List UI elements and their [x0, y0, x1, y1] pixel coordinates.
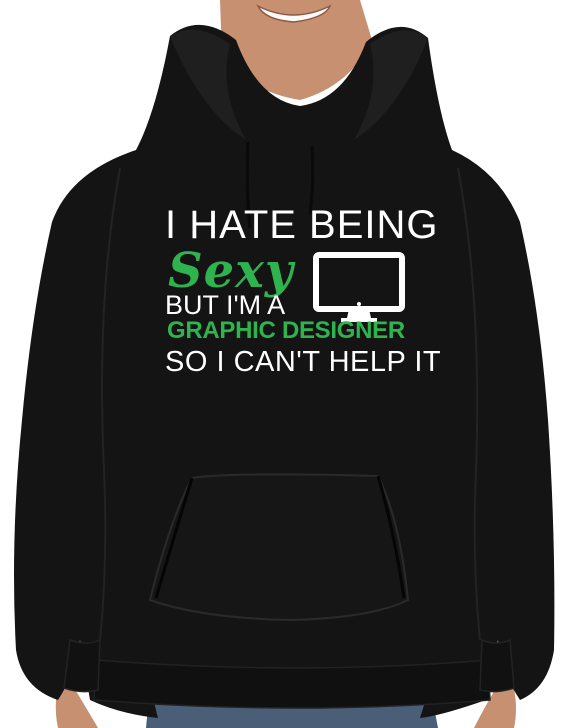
print-line-2: Sexy: [168, 243, 294, 299]
kangaroo-pocket: [150, 474, 408, 620]
print-line-5: SO I CAN'T HELP IT: [165, 346, 442, 378]
right-cuff: [480, 640, 514, 692]
left-cuff: [64, 640, 100, 692]
monitor-icon: [316, 255, 402, 322]
print-line-1: I HATE BEING: [165, 203, 439, 247]
print-line-4: GRAPHIC DESIGNER: [167, 317, 405, 344]
print-line-3: BUT I'M A: [165, 290, 286, 320]
